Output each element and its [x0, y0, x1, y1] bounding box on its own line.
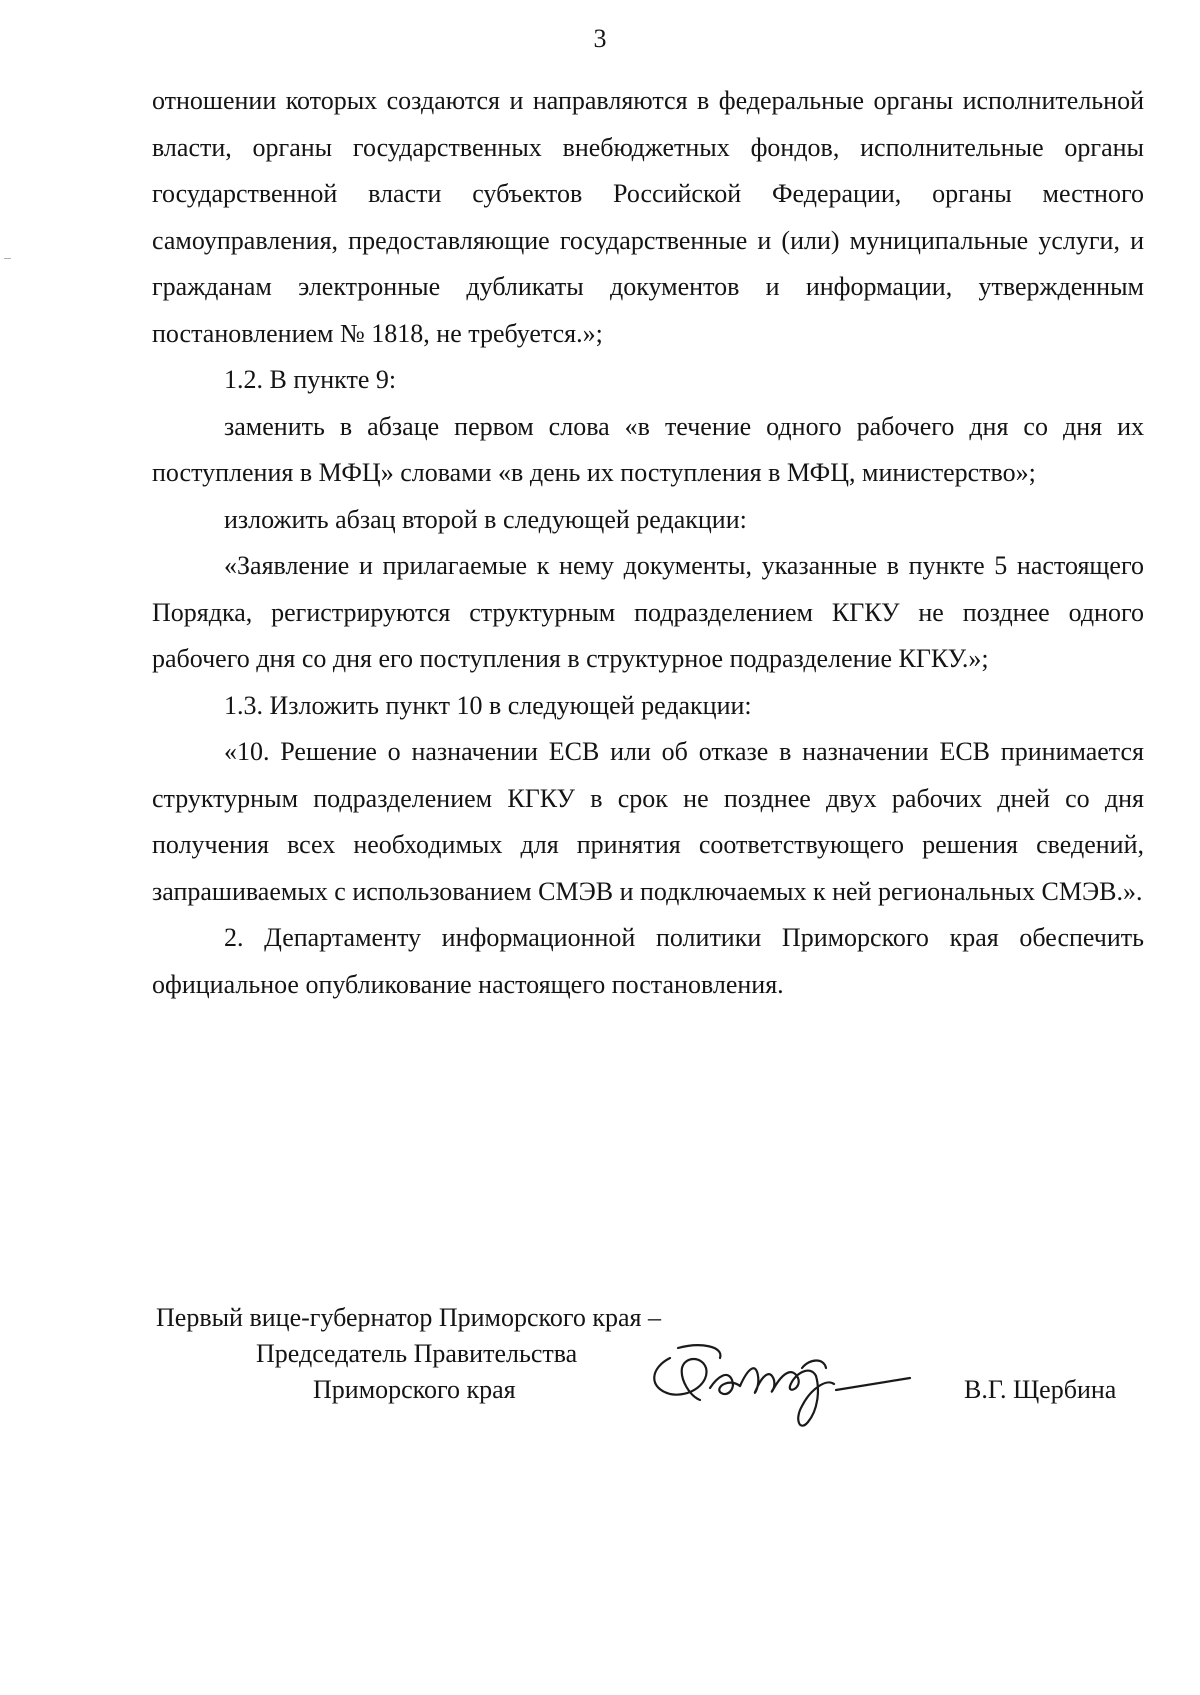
scan-margin-mark: [4, 258, 11, 259]
handwritten-signature: [640, 1328, 930, 1438]
signature-block: [0, 1300, 1200, 1460]
signatory-title-line-3: Приморского края: [313, 1375, 516, 1404]
signatory-title-line-1: Первый вице-губернатор Приморского края –: [156, 1303, 661, 1332]
paragraph-item-1-3: 1.3. Изложить пункт 10 в следующей редакции:: [224, 690, 752, 720]
paragraph-continuation: отношении которых создаются и направляются в федеральные органы исполнительной власти, органы государственных внебюджетных фондов, исполнительные органы государственной власти субъектов Российской Федерации, органы местного самоуправления, предоставляющие государственные и (или) муниципальные услуги, и гражданам электронные дубликаты документов и информации, утвержденным постановлением № 1818, не требуется.»;: [152, 86, 1144, 348]
paragraph-item-1-2: 1.2. В пункте 9:: [224, 365, 397, 394]
page-number: 3: [593, 24, 607, 53]
paragraph-item-2: 2. Департаменту информационной политики Приморского края обеспечить официальное опубликование настоящего постановления.: [152, 923, 1144, 999]
paragraph-second-abzac: изложить абзац второй в следующей редакции:: [224, 504, 747, 534]
signatory-name: В.Г. Щербина: [964, 1375, 1117, 1404]
document-body: [152, 78, 1144, 1008]
paragraph-quoted-registration: «Заявление и прилагаемые к нему документы, указанные в пункте 5 настоящего Порядка, регистрируются структурным подразделением КГКУ не позднее одного рабочего дня со дня его поступления в структурное подразделение КГКУ.»;: [152, 551, 1144, 673]
paragraph-replace-words: заменить в абзаце первом слова «в течение одного рабочего дня со дня их поступления в МФЦ» словами «в день их поступления в МФЦ, министерство»;: [152, 411, 1144, 487]
signatory-title-line-2: Председатель Правительства: [256, 1339, 578, 1368]
paragraph-quoted-item-10: «10. Решение о назначении ЕСВ или об отказе в назначении ЕСВ принимается структурным подразделением КГКУ в срок не позднее двух рабочих дней со дня получения всех необходимых для принятия соответствующего решения сведений, запрашиваемых с использованием СМЭВ и подключаемых к ней региональных СМЭВ.».: [152, 737, 1144, 906]
